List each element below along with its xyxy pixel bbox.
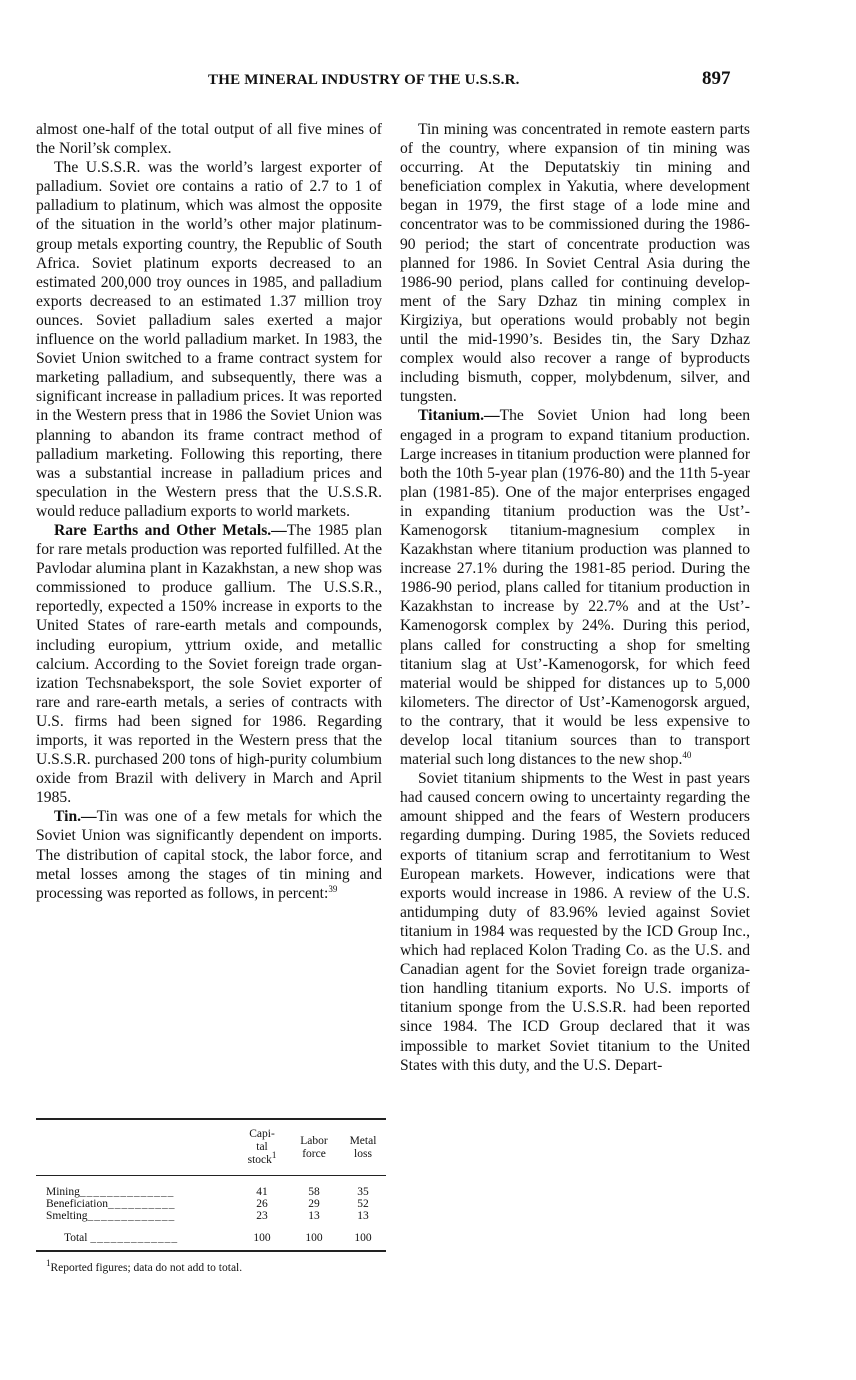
tin-distribution-table [36,1118,386,1274]
page-header [0,68,856,94]
cell-capital: 26 [256,1198,268,1210]
footnote-ref-40: 40 [682,749,692,760]
paragraph-tin-text: Tin was one of a few metals for which the Soviet Union was significantly dependent on imports. The distribution of capital stock, the labor force, and metal losses among the stages of tin mining and processing was reported as follows, in percent: [36,808,382,902]
cell-capital: 41 [256,1186,268,1198]
header-metal-loss-label: Metal loss [349,1134,377,1160]
header-capital-stock-label: Capi- tal stock [247,1128,275,1166]
paragraph-noril-sk: almost one-half of the total output of all five mines of the Noril’sk complex. [36,121,382,158]
cell-loss: 13 [357,1210,369,1222]
paragraph-rare-earths [36,521,382,807]
paragraph-titanium [400,406,750,769]
table-total-row [36,1222,386,1251]
total-label-text: Total [64,1232,88,1244]
row-label [36,1210,236,1222]
right-column [400,120,750,1075]
header-metal-loss [340,1119,386,1176]
section-heading-titanium: Titanium.— [418,407,500,425]
footnote-ref-39: 39 [328,883,338,894]
leader-dots: __________ [107,1198,176,1210]
paragraph-palladium: The U.S.S.R. was the world’s largest exporter of palladium. Soviet ore contains a ratio of 2.7 to 1 of palladium to platinum, which was almost the opposite of the situation in the world’s other major platinum-group metals exporting country, the Republic of South Africa. Soviet platinum exports decreased to an estimated 200,000 troy ounces in 1985, and palladium exports decreased to an estimated 1.37 million troy ounces. Soviet palladium sales exerted a major influence on the world palladium market. In 1983, the Soviet Union switched to a frame contract system for marketing palladium, and subsequently, there was a significant increase in palladium prices. It was reported in the Western press that in 1986 the Soviet Union was planning to abandon its frame contract method of palladium marketing. Following this reporting, there was a substantial increase in palladium prices and speculation in the Western press that the U.S.S.R. would reduce palladium exports to world markets. [36,159,382,520]
cell-labor: 58 [308,1186,320,1198]
paragraph-tin-mining: Tin mining was concentrated in remote eastern parts of the country, where expansion of tin mining was occurring. At the Deputatskiy tin mining and beneficiation complex in Yakutia, where development began in 1979, the first stage of a lode mine and concentrator was to be commissioned during the 1986-90 period; the start of concentrate production was planned for 1986. In Soviet Central Asia during the 1986-90 period, plans called for continuing development of the Sary Dzhaz tin mining complex in Kirgiziya, but operations would probably not begin until the mid-1990’s. Besides tin, the Sary Dzhaz complex would also recover a range of byproducts including bismuth, copper, molybdenum, silver, and tungsten. [400,121,750,406]
cell-labor: 13 [308,1210,320,1222]
section-heading-tin: Tin.— [54,808,97,826]
table-row [36,1198,386,1210]
cell-capital: 23 [256,1210,268,1222]
paragraph-rare-earths-text: The 1985 plan for rare metals production was reported fulfilled. At the Pavlodar alumina plant in Kazakhstan, a new shop was commissioned to produce gallium. The U.S.S.R., reportedly, expected a 150% increase in exports to the United States of rare-earth metals and compounds, including europium, yttrium oxide, and metallic calcium. According to the Soviet foreign trade organization Techsnabeksport, the sole Soviet exporter of rare and rare-earth metals, a series of contracts with U.S. firms had been signed for 1986. Regarding imports, it was reported in the Western press that the U.S.S.R. purchased 200 tons of high-purity columbium oxide from Brazil with delivery in March and April 1985. [36,521,382,807]
leader-dots: _____________ [87,1210,176,1222]
total-labor: 100 [305,1232,323,1244]
header-labor-force-label: Labor force [300,1134,328,1160]
cell-loss: 52 [357,1198,369,1210]
total-capital: 100 [253,1232,271,1244]
row-label [36,1198,236,1210]
running-title: THE MINERAL INDUSTRY OF THE U.S.S.R. [208,72,520,88]
cell-labor: 29 [308,1198,320,1210]
header-capital-stock-sup: 1 [271,1150,277,1161]
table-row [36,1176,386,1199]
total-loss: 100 [354,1232,372,1244]
header-blank [36,1119,236,1176]
leader-dots: _____________ [90,1232,179,1244]
row-label-text: Smelting [46,1210,88,1222]
header-capital-stock [236,1119,288,1176]
table-footnote-text: Reported figures; data do not add to total. [50,1262,243,1274]
table-footnote [36,1258,386,1274]
table-footnote-sup: 1 [46,1258,51,1269]
leader-dots: ______________ [79,1186,175,1198]
paragraph-titanium-shipments: Soviet titanium shipments to the West in past years had caused concern owing to uncertainty regarding the amount shipped and the fears of Western producers regarding dumping. During 1985, the Soviets reduced exports of titanium scrap and ferrotitanium to West European markets. However, indications were that exports would increase in 1986. A review of the U.S. antidumping duty of 83.96% levied against Soviet titanium in 1984 was requested by the ICD Group Inc., which had replaced Kolon Trading Co. as the U.S. and Canadian agent for the Soviet foreign trade organization handling titanium exports. No U.S. imports of titanium sponge from the U.S.S.R. had been reported since 1984. The ICD Group declared that it was impossible to market Soviet titanium to the United States with this duty, and the U.S. Depart- [400,770,750,1074]
total-label [36,1222,236,1251]
row-label-text: Beneficiation [46,1198,108,1210]
cell-loss: 35 [357,1186,369,1198]
data-table [36,1118,386,1252]
left-column [36,120,382,903]
page-number: 897 [702,68,731,89]
paragraph-tin [36,807,382,902]
row-label [36,1176,236,1199]
table-row [36,1210,386,1222]
header-labor-force [288,1119,340,1176]
section-heading-rare-earths: Rare Earths and Other Metals.— [54,521,287,539]
table-header-row [36,1119,386,1176]
row-label-text: Mining [46,1186,80,1198]
paragraph-titanium-text: The Soviet Union had long been engaged in a program to expand titanium production. Large increases in titanium production were planned for both the 10th 5-year plan (1976-80) and the 11th 5-year plan (1981-85). One of the major enterprises engaged in expanding titanium production was the Ust’-Kamenogorsk titanium-magnesium complex in Kazakhstan where titanium production was planned to increase 27.1% during the 1981-85 period. During the 1986-90 period, plans called for titanium production in Kazakhstan to increase by 22.7% and at the Ust’-Kamenogorsk complex by 24%. During this period, plans called for constructing a shop for smelting titanium slag at Ust’-Kamenogorsk, for which feed material would be shipped for distances up to 5,000 kilometers. The director of Ust’-Kamenogorsk argued, to the contrary, that it would be less expensive to develop local titanium sources than to transport material such long distances to the new shop. [400,407,751,769]
